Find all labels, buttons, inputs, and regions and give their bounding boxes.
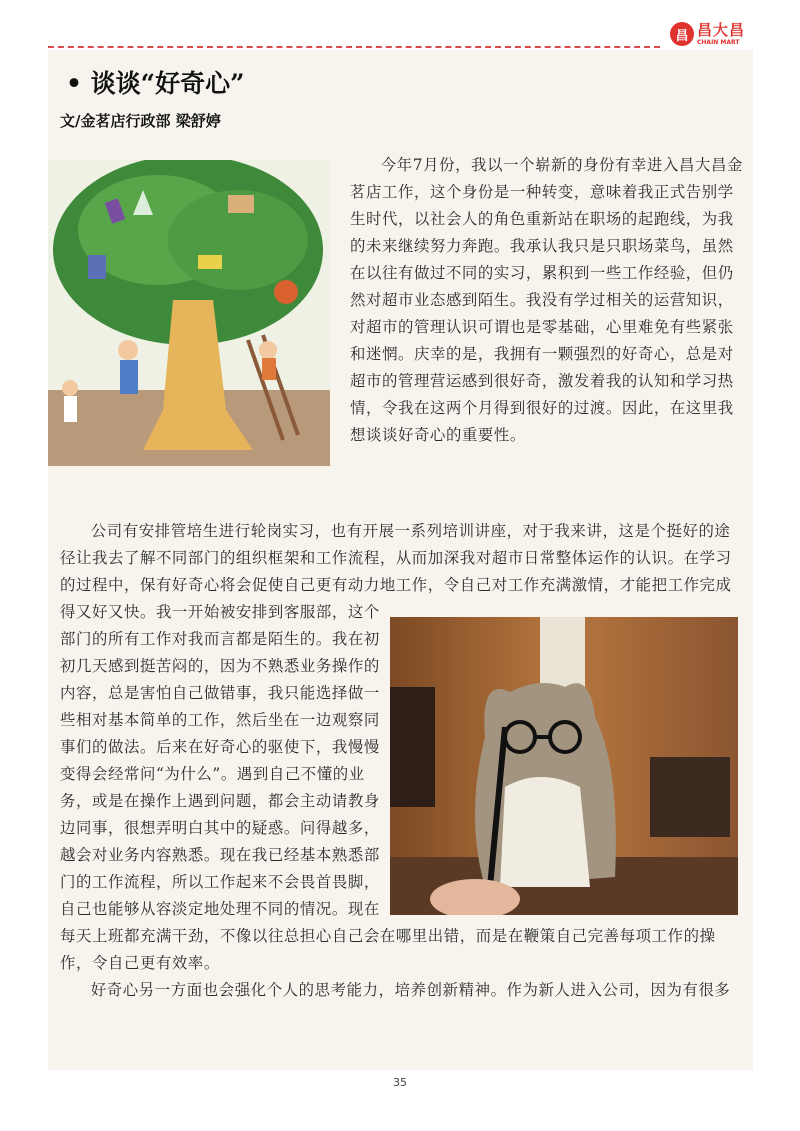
intro-paragraph-block bbox=[60, 152, 745, 477]
paragraph-1: 今年7月份，我以一个崭新的身份有幸进入昌大昌金茗店工作，这个身份是一种转变，意味着我正式告别学生时代，以社会人的角色重新站在职场的起跑线，为我的未来继续努力奔跑。我承认我只是只职场菜鸟，虽然在以往有做过不同的实习，累积到一些工作经验，但仍然对超市业态感到陌生。我没有学过相关的运营知识，对超市的管理认识可谓也是零基础，心里难免有些紧张和迷惘。庆幸的是，我拥有一颗强烈的好奇心，总是对超市的管理营运感到很好奇，激发着我的认知和学习热情，令我在这两个月得到很好的过渡。因此，在这里我想谈谈好奇心的重要性。 bbox=[350, 156, 743, 444]
logo-chinese-name: 昌大昌 bbox=[697, 20, 746, 39]
logo-mark-icon: 昌 bbox=[670, 22, 694, 46]
page-number: 35 bbox=[393, 1076, 407, 1089]
article-byline: 文/金茗店行政部 梁舒婷 bbox=[60, 112, 221, 130]
logo-english-name: CHAIN MART bbox=[697, 38, 740, 46]
body-paragraph-block bbox=[60, 518, 745, 1004]
paragraph-2: 公司有安排管培生进行轮岗实习，也有开展一系列培训讲座，对于我来讲，这是个挺好的途径让我去了解不同部门的组织框架和工作流程，从而加深我对超市日常整体运作的认识。在学习的过程中，保有好奇心将会促使自己更有动力地工作，令自己对工作充满激情，才能把工作完成得又好又快。我一开始被安排到客服部，这个部门的所有工作对我而言都是陌生的。我在初初几天感到挺苦闷的，因为不熟悉业务操作的内容，总是害怕自己做错事，我只能选择做一些相对基本简单的工作，然后坐在一边观察同事们的做法。后来在好奇心的驱使下，我慢慢变得会经常问“为什么”。遇到自己不懂的业务，或是在操作上遇到问题，都会主动请教身边同事，很想弄明白其中的疑惑。问得越多，越会对业务内容熟悉。现在我已经基本熟悉部门的工作流程，所以工作起来不会畏首畏脚，自己也能够从容淡定地处理不同的情况。现在每天上班都充满干劲，不像以往总担心自己会在哪里出错，而是在鞭策自己完善每项工作的操作，令自己更有效率。 bbox=[60, 522, 732, 972]
article-title: • 谈谈“好奇心” bbox=[66, 69, 245, 98]
company-logo bbox=[670, 18, 754, 50]
paragraph-3: 好奇心另一方面也会强化个人的思考能力，培养创新精神。作为新人进入公司，因为有很多 bbox=[90, 981, 731, 999]
header-dashed-rule bbox=[48, 46, 660, 48]
